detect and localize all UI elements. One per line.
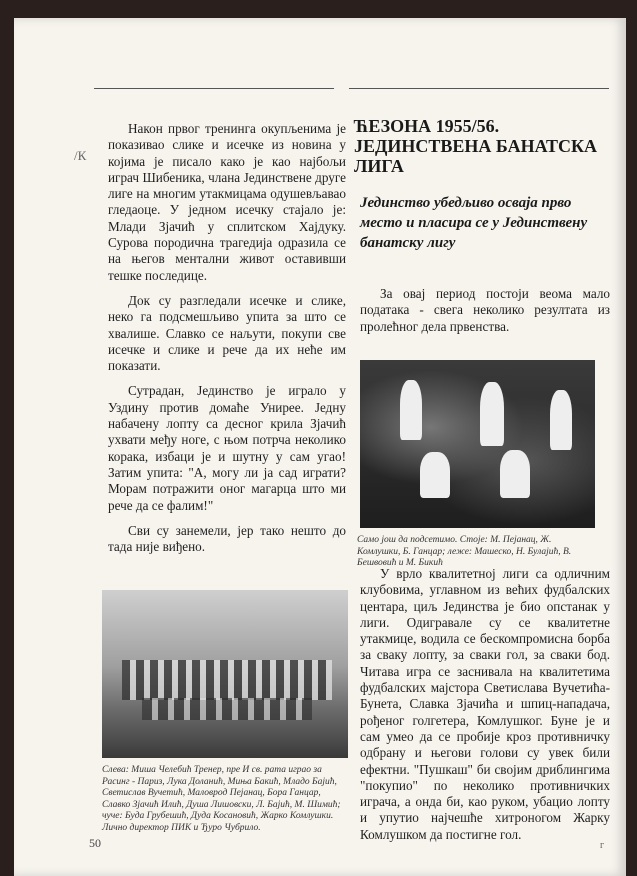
left-paragraph: Сви су занемели, јер тако нешто до тада није виђено. bbox=[108, 522, 346, 555]
left-paragraph: Сутрадан, Јединство је играло у Уздину против домаће Униреe. Једну набачену лопту са десног крила Зјачић ухвати међу ноге, с њом потрча неколико корака, избаци је и шутну у сам угао! Затим упита: "А, могу ли ја сад играти? Морам потражити оног магарца што ми рече да се фалим!" bbox=[108, 383, 346, 513]
photo-2-caption: Слева: Миша Челебић Тренер, пре И св. рата играо за Расинг - Париз, Лука Доланић, Миња Бакић, Младо Бајић, Светислав Вучетић, Маловрод Пејанац, Бора Ганцар, Славко Зјачић Илић, Душа Лишовски, Л. Бајић, М. Шимић; чуче: Буда Грубешић, Дуда Косановић, Жарко Комлушки. Лично директор ПИК и Ђуро Чубрило. bbox=[102, 765, 341, 833]
intro-text: За овај период постоји веома мало података - свега неколико резултата из пролећног дела првенства. bbox=[360, 286, 610, 334]
corner-mark: г bbox=[600, 840, 605, 851]
section-heading: ЋЕЗОНА 1955/56. ЈЕДИНСТВЕНА БАНАТСКА ЛИГА bbox=[354, 116, 598, 176]
top-rule-left bbox=[94, 88, 334, 89]
right-body-text: У врло квалитетној лиги са одличним клубовима, углавном из већих фудбалских центара, циљ Јединства је био опстанак у лиги. Одигравале су се квалитетне утакмице, водила се бескомпромисна борба за сваку лопту, за сваки гол, за сваки бод. Читава игра се заснивала на квалитетима фудбалских мајстора Светислава Вучетића-Бунета, Славка Зјачића и шпиц-нападача, рођеног голгетера, Комлушког. Буне је и сам умео да се пробије кроз противничку одбрану и његови голови су увек били ефектни. "Пушкаш" би својим дриблингима "покупио" по неколико противничких играча, а онда би, као руком, убацио лопту и упутио најчешће хитроногом Жарку Комлушком да постигне гол. bbox=[360, 566, 610, 842]
left-paragraph: Док су разгледали исечке и слике, неко га подсмешљиво упита за што се хвалише. Славко се наљути, покупи све исечке и слике и рече да их неће им показати. bbox=[108, 292, 346, 374]
book-page bbox=[14, 18, 626, 876]
intro-paragraph bbox=[360, 286, 610, 344]
top-rule-right bbox=[349, 88, 609, 89]
left-paragraph: Након првог тренинга окупљенима је показивао слике и исечке из новина у којима је писало како је као најбољи играч Шибеника, члана Јединствене друге лиге на многим утакмицама одушевљавао гледаоце. У једном исечку стајало је: Млади Зјачић у сплитском Хајдуку. Сурова породична трагедија одразила се на његов ментални живот оставивши тешке последице. bbox=[108, 121, 346, 283]
left-column bbox=[108, 121, 346, 564]
page-number: 50 bbox=[89, 836, 101, 850]
photo-1-caption: Само још да подсетимо. Стоје: М. Пејанац, Ж. Комлушки, Б. Ганцар; леже: Машеско, Н. Булајић, В. Бешвовић и М. Бикић bbox=[357, 535, 572, 568]
team-photo-1 bbox=[360, 360, 595, 528]
section-subheading: Јединство убедљиво осваја прво место и пласира се у Јединствену банатску лигу bbox=[360, 195, 588, 251]
team-photo-2 bbox=[102, 590, 348, 758]
right-body bbox=[360, 566, 610, 852]
margin-mark: /К bbox=[74, 148, 87, 163]
